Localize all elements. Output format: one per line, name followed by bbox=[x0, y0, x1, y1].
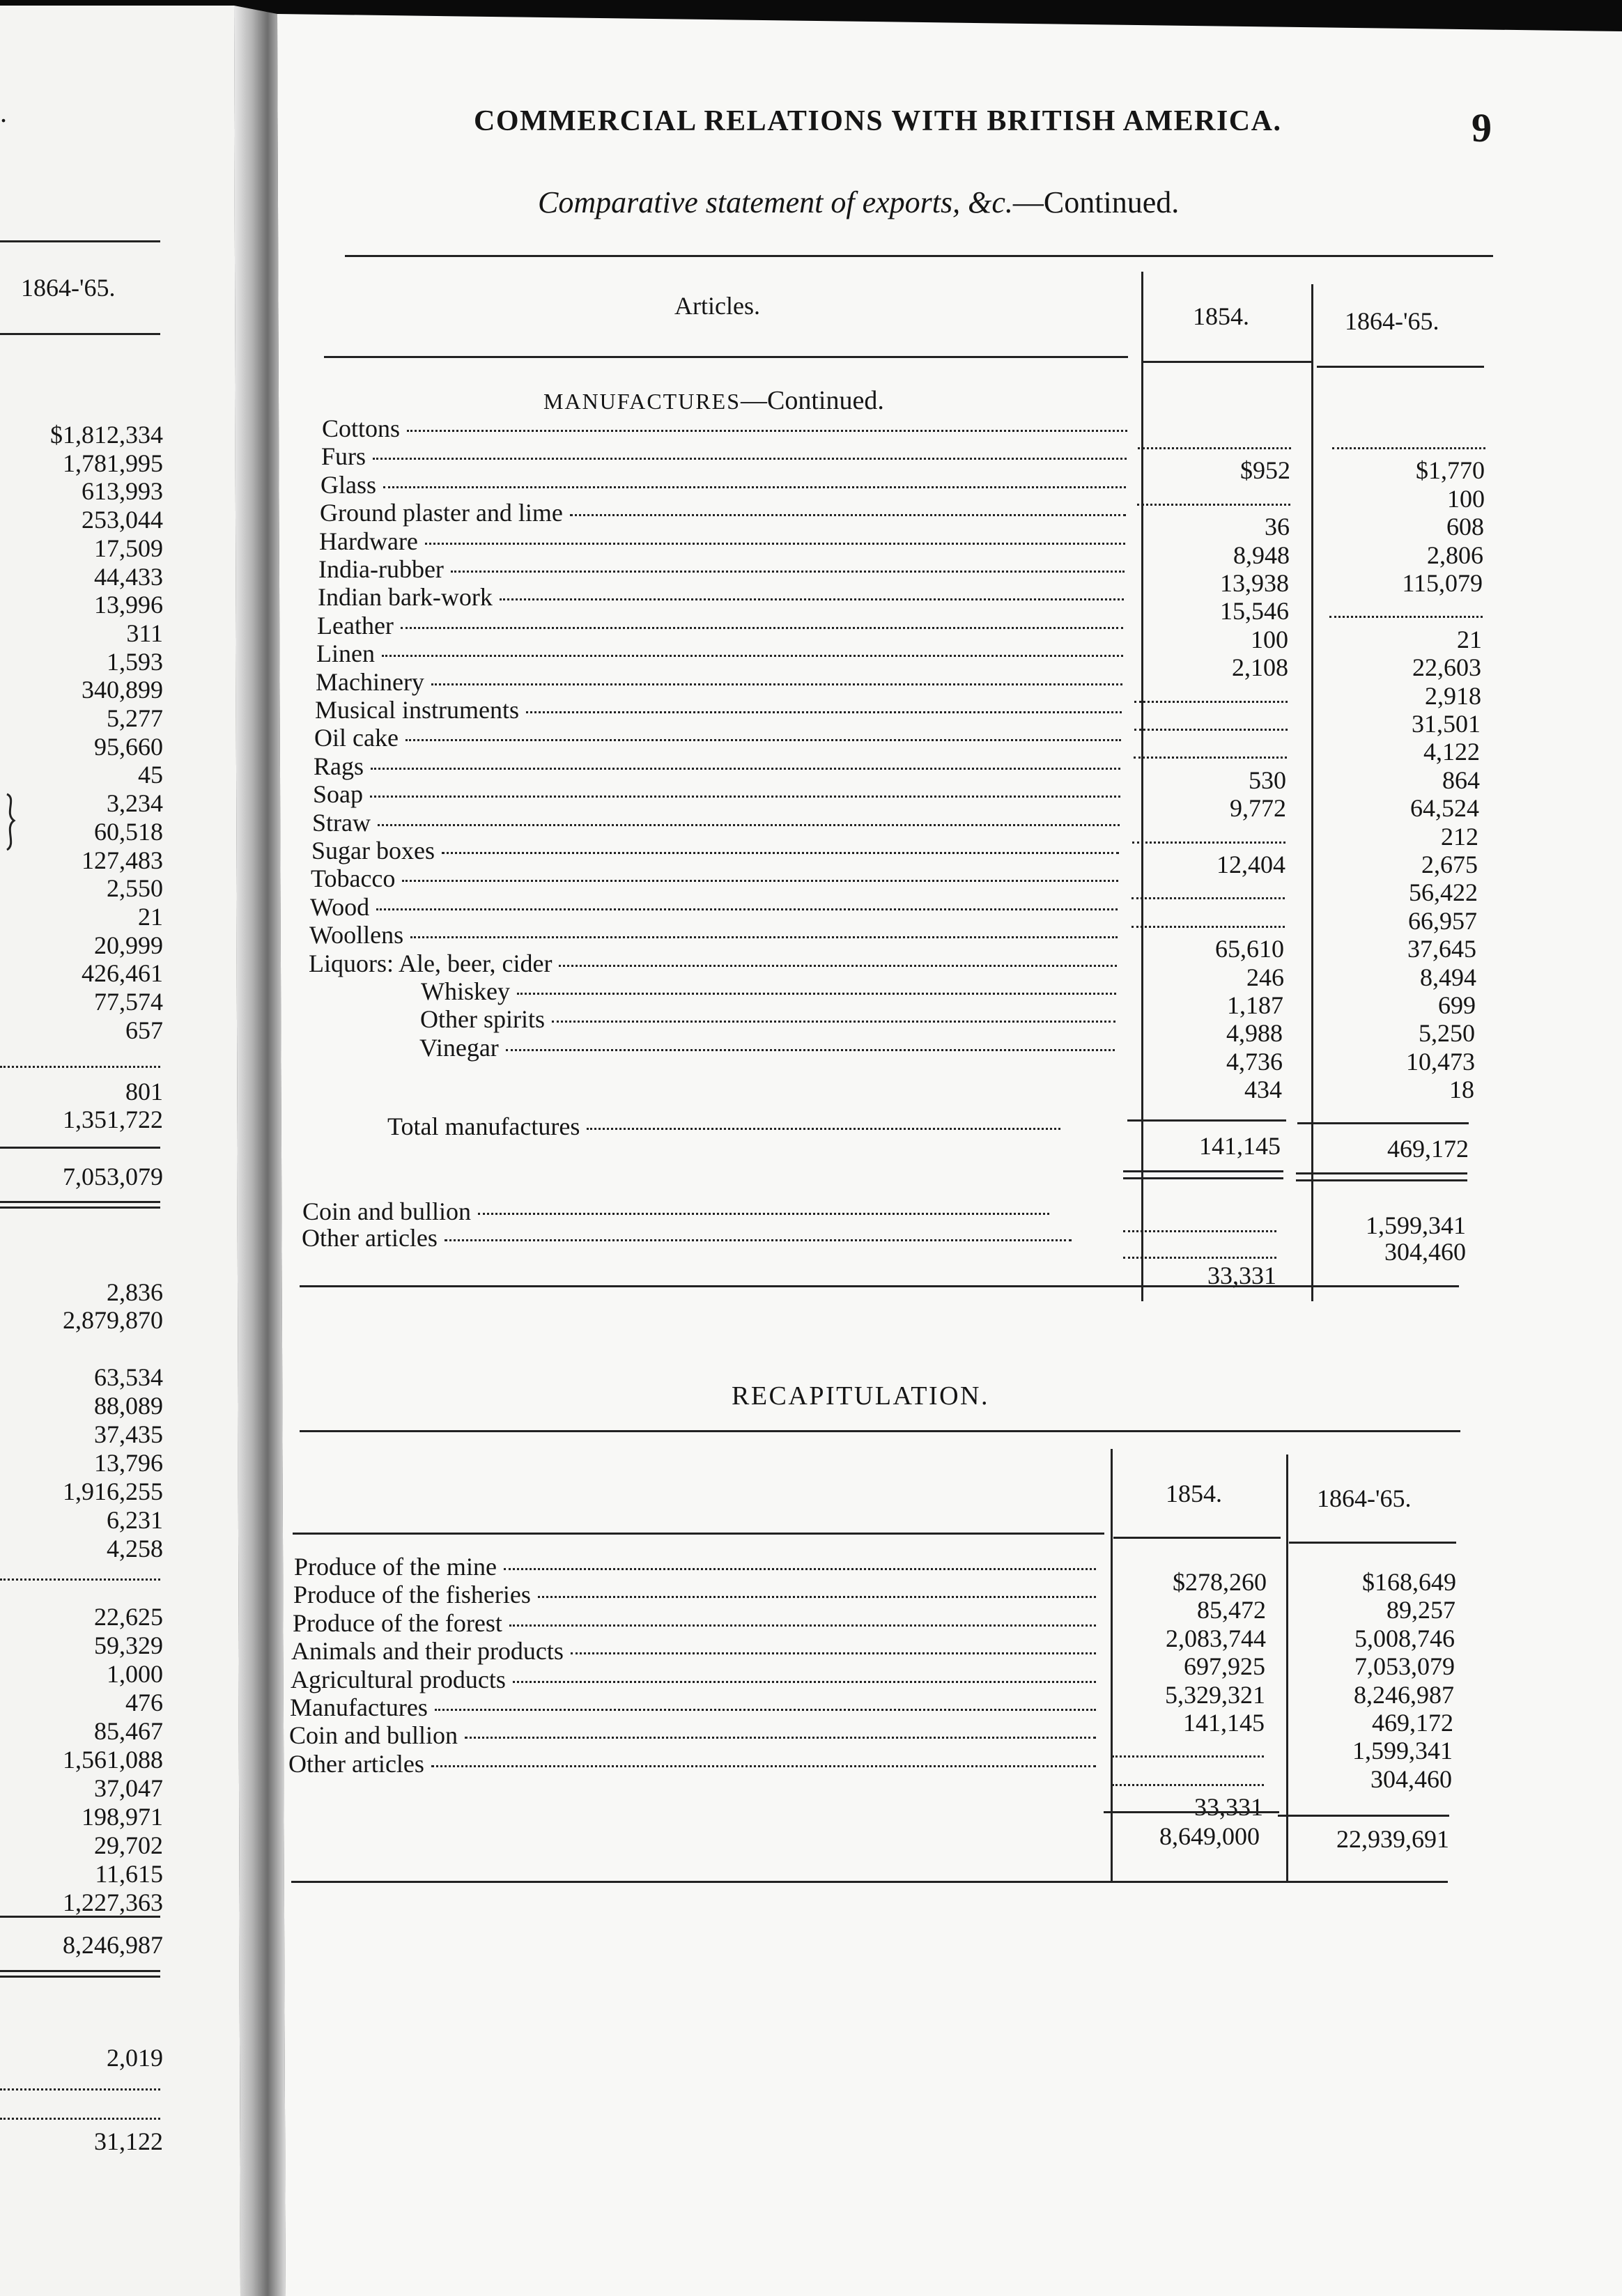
empty-cell-dots bbox=[1332, 447, 1485, 449]
header-rule-articles bbox=[324, 356, 1128, 358]
left-value: 613,993 bbox=[82, 477, 163, 505]
empty-cell-dots bbox=[1123, 1230, 1276, 1232]
left-value: 1,227,363 bbox=[63, 1888, 163, 1916]
cell-1854: 36 bbox=[1265, 513, 1290, 541]
total-rule-1854 bbox=[1127, 1119, 1286, 1122]
dot-leader bbox=[445, 1239, 1072, 1241]
table-top-rule bbox=[345, 255, 1493, 257]
row-label bbox=[320, 470, 1126, 499]
cell-1864: 608 bbox=[1446, 513, 1484, 541]
left-value: 3,234 bbox=[107, 789, 163, 817]
dot-leader bbox=[425, 543, 1125, 545]
empty-cell-dots bbox=[1131, 926, 1285, 928]
left-value: 2,836 bbox=[107, 1278, 163, 1306]
dot-leader bbox=[570, 514, 1126, 516]
cell-1864: 64,524 bbox=[1410, 794, 1479, 822]
row-label-text: Hardware bbox=[319, 527, 418, 555]
cell-1864: 37,645 bbox=[1407, 935, 1476, 963]
cell-1864: 100 bbox=[1447, 485, 1485, 513]
cell-1864: 18 bbox=[1449, 1076, 1474, 1103]
empty-cell-dots bbox=[1137, 504, 1290, 506]
cell-1864: 21 bbox=[1457, 626, 1482, 653]
dot-leader bbox=[383, 486, 1126, 488]
cell-1864: 56,422 bbox=[1409, 878, 1478, 906]
recap-header-rule-1864 bbox=[1289, 1542, 1456, 1544]
left-rule-header bbox=[0, 333, 160, 335]
left-value: 37,047 bbox=[94, 1774, 163, 1802]
dot-leader bbox=[559, 965, 1116, 967]
cell-1864: 212 bbox=[1441, 823, 1478, 851]
row-label-text: Glass bbox=[320, 471, 376, 499]
header-rule-1864 bbox=[1317, 366, 1484, 368]
left-page-dot: . bbox=[0, 97, 7, 128]
recap-cell-1854: 33,331 bbox=[1194, 1793, 1263, 1821]
total-label-text: Total manufactures bbox=[387, 1112, 580, 1140]
cell-1854: 2,108 bbox=[1232, 653, 1288, 681]
recap-row-label bbox=[293, 1580, 1096, 1609]
left-rule-double-1 bbox=[0, 1970, 160, 1972]
row-label bbox=[316, 667, 1122, 697]
left-value: 1,351,722 bbox=[63, 1106, 163, 1133]
cell-1864: 8,494 bbox=[1420, 963, 1476, 991]
cell-1864: 5,250 bbox=[1419, 1019, 1475, 1047]
total-label bbox=[387, 1112, 1060, 1141]
left-value: 21 bbox=[138, 903, 163, 931]
empty-cell-dots bbox=[1131, 897, 1285, 899]
left-value: 37,435 bbox=[94, 1420, 163, 1448]
cell-1864: 4,122 bbox=[1423, 738, 1480, 766]
row-label-text: Rags bbox=[314, 752, 364, 780]
left-rule-double-2 bbox=[0, 1976, 160, 1978]
row-label bbox=[420, 1004, 1115, 1034]
empty-cell-dots bbox=[1134, 729, 1288, 731]
articles-header: Articles. bbox=[674, 292, 760, 320]
left-value: 85,467 bbox=[94, 1717, 163, 1745]
left-value: 1,561,088 bbox=[63, 1746, 163, 1774]
left-value: 45 bbox=[138, 761, 163, 789]
recap-row-label bbox=[289, 1721, 1096, 1750]
recap-top-rule bbox=[300, 1430, 1460, 1432]
left-value: 253,044 bbox=[82, 506, 163, 534]
left-rule-double-2 bbox=[0, 1207, 160, 1209]
row-label-text: Cottons bbox=[322, 414, 401, 442]
left-value: $1,812,334 bbox=[50, 421, 163, 449]
total-double-rule-1864b bbox=[1296, 1179, 1467, 1181]
empty-cell-dots bbox=[1134, 701, 1288, 703]
recap-cell-1854: 697,925 bbox=[1184, 1652, 1265, 1680]
cell-1864: 10,473 bbox=[1406, 1048, 1475, 1076]
recap-label-text: Other articles bbox=[288, 1750, 424, 1778]
dot-leader bbox=[552, 1021, 1115, 1023]
row-label-text: Musical instruments bbox=[315, 696, 519, 724]
cell-1864: 699 bbox=[1438, 991, 1476, 1019]
dot-leader bbox=[500, 598, 1124, 600]
recap-bottom-rule bbox=[291, 1881, 1448, 1883]
left-value: 311 bbox=[126, 619, 163, 647]
row-label bbox=[313, 779, 1120, 809]
dot-leader bbox=[370, 796, 1120, 798]
row-label bbox=[311, 836, 1119, 865]
row-label-text: Furs bbox=[321, 442, 366, 470]
dot-leader bbox=[373, 458, 1127, 460]
recap-year-1854-header: 1854. bbox=[1166, 1480, 1222, 1507]
row-label bbox=[318, 554, 1125, 584]
row-label-text: Vinegar bbox=[419, 1034, 499, 1062]
row-label bbox=[317, 611, 1123, 640]
row-label bbox=[302, 1223, 1072, 1252]
row-label-text: Other spirits bbox=[420, 1005, 545, 1033]
recap-total-rule-1854 bbox=[1104, 1811, 1279, 1813]
recap-label-text: Agricultural products bbox=[291, 1666, 506, 1693]
dot-leader bbox=[376, 908, 1118, 910]
dot-leader bbox=[382, 655, 1123, 657]
left-value: 4,258 bbox=[107, 1535, 163, 1562]
column-divider-2 bbox=[1311, 284, 1313, 1301]
row-label-text: Whiskey bbox=[421, 977, 510, 1005]
row-label bbox=[322, 414, 1127, 443]
subtitle bbox=[538, 185, 1179, 220]
cell-1864: 115,079 bbox=[1402, 569, 1483, 597]
left-value: 426,461 bbox=[82, 959, 163, 987]
recap-cell-1864: 1,599,341 bbox=[1352, 1737, 1453, 1764]
recap-title: RECAPITULATION. bbox=[732, 1381, 989, 1411]
left-dotted-rule bbox=[0, 2088, 160, 2091]
left-value: 88,089 bbox=[94, 1392, 163, 1420]
left-value: 13,996 bbox=[94, 591, 163, 619]
left-rule-double-1 bbox=[0, 1201, 160, 1203]
row-label-text: India-rubber bbox=[318, 555, 444, 583]
empty-cell-dots bbox=[1112, 1784, 1264, 1786]
section-heading-caps: MANUFACTURES bbox=[543, 389, 741, 414]
left-value: 5,277 bbox=[107, 704, 163, 732]
left-brace-icon bbox=[1, 793, 22, 851]
cell-1864: 1,599,341 bbox=[1366, 1211, 1466, 1239]
left-value: 1,593 bbox=[107, 648, 163, 676]
subtitle-continued: —Continued. bbox=[1012, 185, 1180, 219]
cell-1854: 9,772 bbox=[1230, 794, 1286, 822]
row-label bbox=[320, 498, 1126, 527]
empty-cell-dots bbox=[1123, 1257, 1276, 1259]
cell-1854: 65,610 bbox=[1215, 935, 1284, 963]
row-label-text: Straw bbox=[312, 809, 371, 837]
section-heading-continued: —Continued. bbox=[741, 386, 884, 415]
cell-1854: 434 bbox=[1244, 1076, 1282, 1103]
recap-row-label bbox=[291, 1665, 1096, 1694]
row-label bbox=[312, 808, 1120, 837]
recap-row-label bbox=[293, 1608, 1096, 1638]
left-value: 7,053,079 bbox=[63, 1163, 163, 1190]
cell-1864: 66,957 bbox=[1408, 907, 1477, 935]
dot-leader bbox=[478, 1213, 1049, 1215]
left-value: 657 bbox=[125, 1016, 163, 1044]
dot-leader bbox=[506, 1049, 1115, 1051]
recap-row-label bbox=[294, 1552, 1096, 1581]
row-label-text: Other articles bbox=[302, 1224, 438, 1252]
cell-1864: 2,806 bbox=[1427, 541, 1483, 569]
row-label bbox=[314, 752, 1120, 781]
row-label-text: Wood bbox=[310, 893, 370, 921]
left-value: 77,574 bbox=[94, 988, 163, 1016]
row-label-text: Machinery bbox=[316, 668, 424, 696]
row-label bbox=[321, 442, 1127, 471]
cell-1864: 304,460 bbox=[1384, 1238, 1466, 1266]
left-dotted-rule bbox=[0, 1066, 160, 1068]
running-head: COMMERCIAL RELATIONS WITH BRITISH AMERICA. bbox=[474, 105, 1282, 137]
left-value: 1,916,255 bbox=[63, 1477, 163, 1505]
cell-1864: $1,770 bbox=[1416, 456, 1485, 484]
left-dotted-rule bbox=[0, 2118, 160, 2120]
dot-leader bbox=[406, 739, 1121, 741]
cell-1864: 864 bbox=[1442, 766, 1480, 794]
dot-leader bbox=[517, 993, 1116, 995]
recap-cell-1854: 85,472 bbox=[1197, 1596, 1266, 1624]
dot-leader bbox=[378, 824, 1120, 826]
page-number: 9 bbox=[1472, 105, 1492, 150]
total-double-rule-1854b bbox=[1123, 1177, 1283, 1179]
left-value: 20,999 bbox=[94, 931, 163, 959]
row-label bbox=[421, 977, 1116, 1006]
year-1864-header: 1864-'65. bbox=[1345, 307, 1439, 335]
dot-leader bbox=[431, 683, 1122, 685]
row-label bbox=[318, 582, 1124, 612]
row-label bbox=[309, 920, 1118, 949]
recap-row-label bbox=[290, 1693, 1096, 1722]
recap-total-rule-1864 bbox=[1278, 1815, 1449, 1817]
left-value: 340,899 bbox=[82, 676, 163, 704]
empty-cell-dots bbox=[1329, 616, 1483, 618]
recap-cell-1864: 304,460 bbox=[1370, 1765, 1452, 1793]
cell-1854: 246 bbox=[1246, 963, 1284, 991]
recap-label-text: Produce of the fisheries bbox=[293, 1581, 531, 1608]
year-1854-header: 1854. bbox=[1193, 302, 1249, 330]
recap-cell-1854: 2,083,744 bbox=[1166, 1624, 1266, 1652]
empty-cell-dots bbox=[1138, 447, 1291, 449]
left-value: 13,796 bbox=[94, 1449, 163, 1477]
total-1854: 141,145 bbox=[1199, 1132, 1281, 1160]
recap-row-label bbox=[291, 1636, 1096, 1666]
row-label-text: Woollens bbox=[309, 921, 404, 949]
recap-year-1864-header: 1864-'65. bbox=[1317, 1484, 1412, 1512]
row-label-text: Soap bbox=[313, 780, 363, 808]
cell-1854: $952 bbox=[1240, 456, 1290, 484]
recap-divider-2 bbox=[1286, 1455, 1288, 1881]
dot-leader bbox=[465, 1737, 1096, 1739]
dot-leader bbox=[431, 1765, 1096, 1767]
row-label bbox=[309, 949, 1117, 978]
dot-leader bbox=[538, 1596, 1096, 1598]
dot-leader bbox=[504, 1568, 1096, 1570]
recap-cell-1854: 5,329,321 bbox=[1165, 1681, 1265, 1709]
total-rule-1864 bbox=[1297, 1122, 1469, 1124]
row-label-text: Linen bbox=[316, 639, 375, 667]
recap-label-text: Animals and their products bbox=[291, 1637, 564, 1665]
dot-leader bbox=[513, 1681, 1096, 1683]
column-divider-1 bbox=[1141, 272, 1143, 1301]
dot-leader bbox=[442, 852, 1119, 854]
recap-cell-1864: 8,246,987 bbox=[1354, 1681, 1454, 1709]
left-value: 6,231 bbox=[107, 1506, 163, 1534]
left-value: 2,019 bbox=[107, 2044, 163, 2072]
recap-label-text: Produce of the forest bbox=[293, 1609, 502, 1637]
recap-label-text: Produce of the mine bbox=[294, 1553, 497, 1581]
dot-leader bbox=[526, 711, 1122, 713]
cell-1864: 22,603 bbox=[1412, 653, 1481, 681]
empty-cell-dots bbox=[1132, 841, 1285, 844]
dot-leader bbox=[410, 936, 1118, 938]
cell-1854: 12,404 bbox=[1216, 851, 1285, 878]
dot-leader bbox=[435, 1709, 1096, 1711]
left-value: 198,971 bbox=[82, 1803, 163, 1831]
left-value: 29,702 bbox=[94, 1831, 163, 1859]
total-double-rule-1854a bbox=[1123, 1170, 1283, 1172]
row-label-text: Liquors: Ale, beer, cider bbox=[309, 949, 553, 977]
recap-divider-1 bbox=[1111, 1449, 1113, 1881]
cell-1854: 33,331 bbox=[1207, 1262, 1276, 1289]
cell-1864: 2,675 bbox=[1421, 851, 1478, 878]
recap-label-text: Coin and bullion bbox=[289, 1721, 458, 1749]
empty-cell-dots bbox=[1112, 1755, 1264, 1758]
left-value: 476 bbox=[125, 1689, 163, 1716]
row-label-text: Coin and bullion bbox=[302, 1197, 471, 1225]
subtitle-italic: Comparative statement of exports, &c. bbox=[538, 185, 1013, 219]
dot-leader bbox=[407, 430, 1127, 432]
cell-1854: 1,187 bbox=[1227, 991, 1283, 1019]
section-heading bbox=[543, 385, 884, 416]
row-label-text: Tobacco bbox=[311, 864, 396, 892]
left-value: 1,781,995 bbox=[63, 449, 163, 477]
dot-leader bbox=[509, 1624, 1096, 1627]
cell-1854: 13,938 bbox=[1220, 569, 1289, 597]
total-1864: 469,172 bbox=[1387, 1135, 1469, 1163]
row-label bbox=[319, 527, 1125, 556]
left-value: 1,000 bbox=[107, 1660, 163, 1688]
dot-leader bbox=[402, 880, 1118, 882]
recap-row-label bbox=[288, 1749, 1096, 1778]
recap-cell-1864: 469,172 bbox=[1372, 1709, 1453, 1737]
left-value: 63,534 bbox=[94, 1363, 163, 1391]
left-value: 2,879,870 bbox=[63, 1306, 163, 1334]
left-rule bbox=[0, 1147, 160, 1149]
dot-leader bbox=[401, 627, 1123, 629]
left-value: 17,509 bbox=[94, 534, 163, 562]
recap-total-1864: 22,939,691 bbox=[1336, 1825, 1449, 1853]
left-value: 95,660 bbox=[94, 733, 163, 761]
recap-header-rule-1854 bbox=[1113, 1537, 1281, 1539]
cell-1854: 4,736 bbox=[1226, 1048, 1283, 1076]
row-label-text: Leather bbox=[317, 612, 394, 639]
table-bottom-rule bbox=[300, 1285, 1459, 1287]
left-value: 31,122 bbox=[94, 2127, 163, 2155]
left-value: 44,433 bbox=[94, 563, 163, 591]
left-value: 801 bbox=[125, 1078, 163, 1106]
row-label-text: Indian bark-work bbox=[318, 583, 493, 611]
recap-cell-1864: 5,008,746 bbox=[1354, 1624, 1455, 1652]
left-value: 127,483 bbox=[82, 846, 163, 874]
left-rule-top bbox=[0, 240, 160, 242]
dot-leader bbox=[451, 571, 1125, 573]
recap-cell-1854: $278,260 bbox=[1173, 1568, 1267, 1596]
left-dotted-rule bbox=[0, 1578, 160, 1581]
row-label bbox=[314, 723, 1121, 752]
recap-label-text: Manufactures bbox=[290, 1693, 428, 1721]
row-label bbox=[315, 695, 1122, 724]
empty-cell-dots bbox=[1134, 757, 1287, 759]
left-value: 59,329 bbox=[94, 1631, 163, 1659]
left-column-header: 1864-'65. bbox=[21, 274, 116, 302]
row-label bbox=[316, 639, 1123, 668]
left-value: 11,615 bbox=[95, 1860, 163, 1888]
row-label-text: Sugar boxes bbox=[311, 837, 435, 864]
header-rule-1854 bbox=[1143, 361, 1311, 363]
recap-cell-1864: 89,257 bbox=[1387, 1596, 1455, 1624]
row-label bbox=[311, 864, 1118, 893]
cell-1854: 15,546 bbox=[1220, 597, 1289, 625]
recap-header-rule-articles bbox=[293, 1533, 1104, 1535]
row-label-text: Oil cake bbox=[314, 724, 399, 752]
recap-total-1854: 8,649,000 bbox=[1159, 1822, 1260, 1850]
row-label bbox=[302, 1197, 1049, 1226]
row-label bbox=[419, 1033, 1115, 1062]
dot-leader bbox=[571, 1652, 1096, 1654]
dot-leader bbox=[587, 1128, 1060, 1130]
row-label bbox=[310, 892, 1118, 922]
left-value: 2,550 bbox=[107, 874, 163, 902]
cell-1854: 530 bbox=[1249, 766, 1286, 794]
dot-leader bbox=[371, 768, 1120, 770]
cell-1854: 4,988 bbox=[1226, 1019, 1283, 1047]
left-value: 8,246,987 bbox=[63, 1931, 163, 1959]
left-rule bbox=[0, 1916, 160, 1918]
cell-1864: 2,918 bbox=[1425, 682, 1481, 710]
recap-cell-1864: $168,649 bbox=[1362, 1568, 1456, 1596]
row-label-text: Ground plaster and lime bbox=[320, 499, 563, 527]
left-value: 60,518 bbox=[94, 818, 163, 846]
recap-cell-1854: 141,145 bbox=[1183, 1709, 1265, 1737]
recap-cell-1864: 7,053,079 bbox=[1354, 1652, 1455, 1680]
cell-1864: 31,501 bbox=[1412, 710, 1481, 738]
left-value: 22,625 bbox=[94, 1603, 163, 1631]
total-double-rule-1864a bbox=[1296, 1172, 1467, 1174]
cell-1854: 8,948 bbox=[1233, 541, 1290, 569]
cell-1854: 100 bbox=[1251, 626, 1288, 653]
